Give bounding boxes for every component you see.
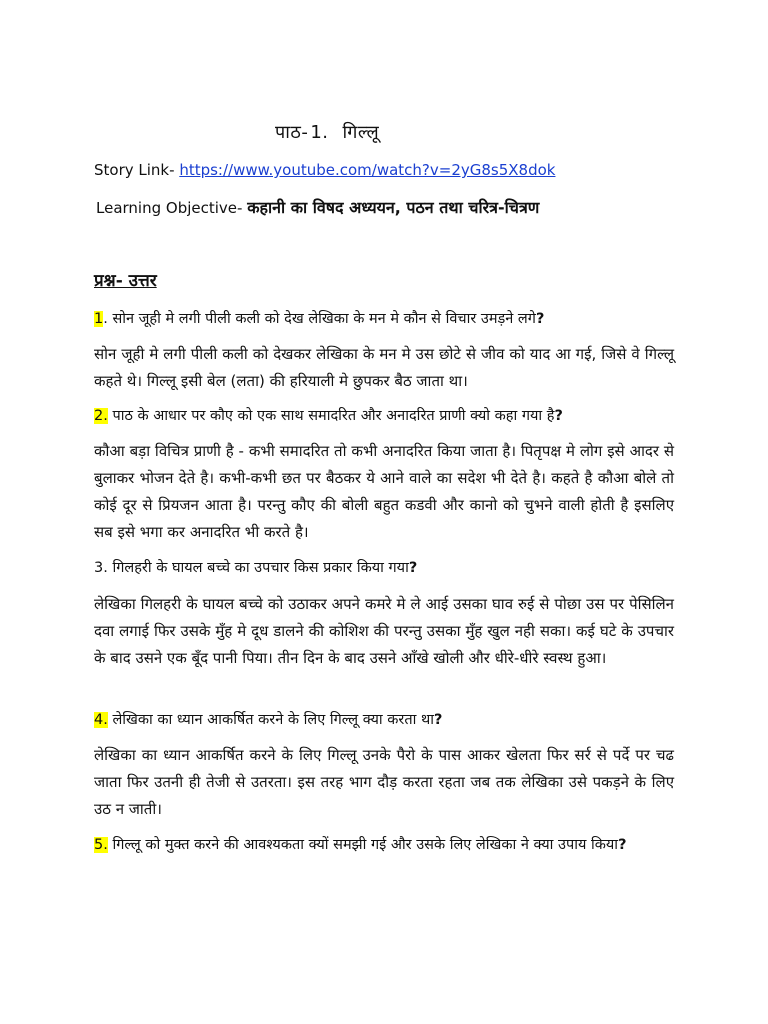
section-heading: प्रश्न- उत्तर [94,271,157,291]
answer-3: लेखिका गिलहरी के घायल बच्चे को उठाकर अपने कमरे मे ले आई उसका घाव रुई से पोछा उस पर पेसिलिन दवा लगाई फिर उसके मुँह मे दूध डालने की कोशिश की परन्तु उसका मुँह खुल नही सका। कई घटे के उपचार के बाद उसने एक बूँद पानी पिया। तीन दिन के बाद उसने आँखे खोली और धीरे-धीरे स्वस्थ हुआ। [94,595,674,667]
question-3: 3. गिलहरी के घायल बच्चे का उपचार किस प्रकार किया गया? [94,560,418,576]
question-number: 1 [94,311,104,327]
objective-label: Learning Objective- [96,199,243,217]
objective-text: कहानी का विषद अध्ययन, पठन तथा चरित्र-चित्रण [247,198,540,217]
lesson-title [275,120,379,144]
question-2: 2. पाठ के आधार पर कौए को एक साथ समादरित और अनादरित प्राणी क्यो कहा गया है? [94,408,563,424]
question-text: गिलहरी के घायल बच्चे का उपचार किस प्रकार किया गया [112,560,409,576]
question-text: गिल्लू को मुक्त करने की आवश्यकता क्यों समझी गई और उसके लिए लेखिका ने क्या उपाय किया [112,837,619,853]
story-link-label: Story Link- [94,161,175,179]
question-text: सोन जूही मे लगी पीली कली को देख लेखिका के मन मे कौन से विचार उमड़ने लगे [112,311,536,327]
answer-4: लेखिका का ध्यान आकर्षित करने के लिए गिल्लू उनके पैरो के पास आकर खेलता फिर सर्र से पर्दे पर चढ जाता फिर उतनी ही तेजी से उतरता। इस तरह भाग दौड़ करता रहता जब तक लेखिका उसे पकड़ने के लिए उठ न जाती। [94,746,674,818]
question-number: 2. [94,408,108,424]
question-number: 5. [94,837,108,853]
question-4: 4. लेखिका का ध्यान आकर्षित करने के लिए गिल्लू क्या करता था? [94,712,443,728]
story-link-line [94,161,555,179]
answer-2: कौआ बड़ा विचित्र प्राणी है - कभी समादरित तो कभी अनादरित किया जाता है। पितृपक्ष मे लोग इसे आदर से बुलाकर भोजन देते है। कभी-कभी छत पर बैठकर ये आने वाले का सदेश भी देते है। कहते है कौआ बोले तो कोई दूर से प्रियजन आता है। परन्तु कौए की बोली बहुत कडवी और कानो को चुभने वाली होती है इसलिए सब इसे भगा कर अनादरित भी करते है। [94,442,674,541]
answer-1: सोन जूही मे लगी पीली कली को देखकर लेखिका के मन मे उस छोटे से जीव को याद आ गई, जिसे वे गिल्लू कहते थे। गिल्लू इसी बेल (लता) की हरियाली मे छुपकर बैठ जाता था। [94,345,674,390]
question-number: 4. [94,712,108,728]
question-number: 3. [94,560,108,576]
story-link[interactable]: https://www.youtube.com/watch?v=2yG8s5X8dok [179,161,556,179]
lesson-prefix: पाठ- [275,122,309,143]
question-text: पाठ के आधार पर कौए को एक साथ समादरित और अनादरित प्राणी क्यो कहा गया है [112,408,555,424]
lesson-number: 1. [310,122,329,143]
learning-objective [96,196,539,218]
question-1: 1. सोन जूही मे लगी पीली कली को देख लेखिका के मन मे कौन से विचार उमड़ने लगे? [94,311,545,327]
question-text: लेखिका का ध्यान आकर्षित करने के लिए गिल्लू क्या करता था [112,712,434,728]
lesson-name: गिल्लू [342,122,380,143]
question-5: 5. गिल्लू को मुक्त करने की आवश्यकता क्यों समझी गई और उसके लिए लेखिका ने क्या उपाय किया? [94,837,627,853]
